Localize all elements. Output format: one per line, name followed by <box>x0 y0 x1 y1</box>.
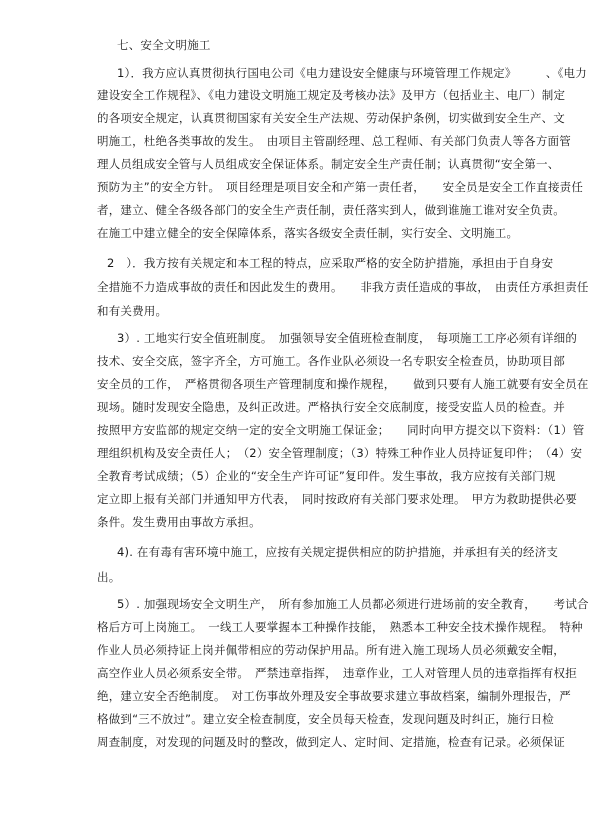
section-heading: 七、安全文明施工 <box>117 38 211 52</box>
text-line: 理人员组成安全管与人员组成安全保证体系。制定安全生产责任制；认真贯彻“安全第一、 <box>97 157 560 171</box>
text-line: 预防为主”的安全方针。 项目经理是项目安全和产第一责任者， 安全员是安全工作直接责任 <box>97 180 584 194</box>
text-line: 建设安全工作规程》、《电力建设文明施工规定及考核办法》及甲方（包括业主、电厂）制定 <box>97 88 566 102</box>
text-line: 全措施不力造成事故的责任和因此发生的费用。 非我方责任造成的事故， 由责任方承担责任 <box>97 280 589 294</box>
text-line: 作业人员必须持证上岗并佩带相应的劳动保护用品。所有进入施工现场人员必须戴安全帽， <box>97 643 565 657</box>
text-line: 4). 在有毒有害环境中施工，应按有关规定提供相应的防护措施，并承担有关的经济支 <box>117 545 559 559</box>
text-line: 2 ）．我方按有关规定和本工程的特点，应采取严格的安全防护措施，承担由于自身安 <box>107 256 554 270</box>
text-line: 1）．我方应认真贯彻执行国电公司《电力建设安全健康与环境管理工作规定》 、《电力 <box>117 66 587 80</box>
text-line: 条件。发生费用由事故方承担。 <box>97 515 261 529</box>
text-line: 现场。随时发现安全隐患，及纠正改进。严格执行安全交底制度，接受安监人员的检查。并 <box>97 400 565 414</box>
text-line: 周查制度，对发现的问题及时的整改，做到定人、定时间、定措施，检查有记录。必须保证 <box>97 735 565 749</box>
text-line: 安全员的工作， 严格贯彻各项生产管理制度和操作规程， 做到只要有人施工就要有安全员在 <box>97 377 589 391</box>
text-line: 高空作业人员必须系安全带。 严禁违章指挥， 违章作业，工人对管理人员的违章指挥有权拒 <box>97 666 577 680</box>
text-line: 3）. 工地实行安全值班制度。 加强领导安全值班检查制度， 每项施工工序必须有详细的 <box>117 331 578 345</box>
text-line: 在施工中建立健全的安全保障体系，落实各级安全责任制，实行安全、文明施工。 <box>97 226 519 240</box>
text-line: 的各项安全规定，认真贯彻国家有关安全生产法规、劳动保护条例，切实做到安全生产、文 <box>97 111 565 125</box>
text-line: 格做到“三不放过”。建立安全检查制度，安全员每天检查，发现问题及时纠正，施行日检 <box>97 712 554 726</box>
text-line: 定立即上报有关部门并通知甲方代表， 同时按政府有关部门要求处理。 甲方为救助提供必要 <box>97 492 577 506</box>
text-line: 技术、安全交底，签字齐全，方可施工。各作业队必须设一名专职安全检查员，协助项目部 <box>97 354 565 368</box>
text-line: 全教育考试成绩；（5）企业的“安全生产许可证”复印件。发生事故，我方应按有关部门规 <box>97 469 556 483</box>
text-line: 按照甲方安监部的规定交纳一定的安全文明施工保证金； 同时向甲方提交以下资料：（1）管 <box>97 423 585 437</box>
text-line: 理组织机构及安全责任人； （2）安全管理制度；（3）特殊工种作业人员持证复印件； （4）安 <box>97 446 583 460</box>
text-line: 者，建立、健全各级各部门的安全生产责任制，责任落实到人，做到谁施工谁对安全负责。 <box>97 203 565 217</box>
text-line: 格后方可上岗施工。 一线工人要掌握本工种操作技能， 熟悉本工种安全技术操作规程。 特种 <box>97 620 583 634</box>
text-line: 5）. 加强现场安全文明生产， 所有参加施工人员都必须进行进场前的安全教育， 考试合 <box>117 597 589 611</box>
text-line: 明施工，杜绝各类事故的发生。 由项目主管副经理、总工程师、有关部门负责人等各方面管 <box>97 134 571 148</box>
text-line: 和有关费用。 <box>97 304 168 318</box>
text-line: 绝，建立安全否绝制度。 对工伤事故外理及安全事故要求建立事故档案，编制外理报告，严 <box>97 689 571 703</box>
text-line: 出。 <box>97 570 121 584</box>
